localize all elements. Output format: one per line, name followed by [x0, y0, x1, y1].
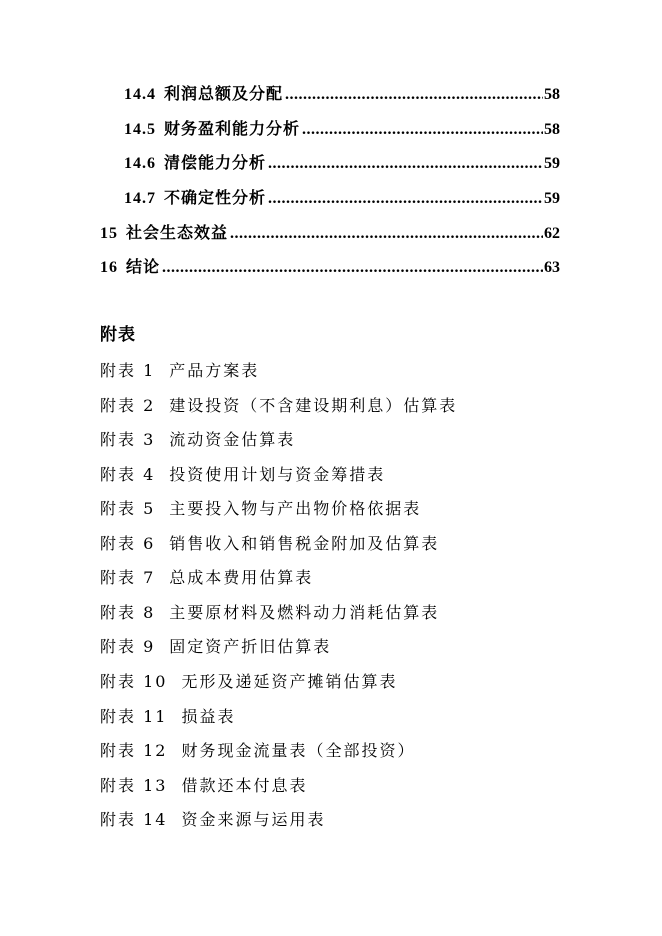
toc-entry-14-6[interactable]: [124, 147, 560, 173]
toc-entry-title: 清偿能力分析: [164, 153, 267, 172]
toc-entry-15[interactable]: [100, 217, 560, 243]
appendix-item[interactable]: [100, 704, 235, 727]
toc-entry-number: 15: [100, 225, 118, 242]
appendix-item[interactable]: [100, 427, 295, 450]
toc-entry-14-4[interactable]: [124, 78, 560, 104]
toc-entry-page: 59: [544, 190, 560, 207]
toc-entry-page: 58: [544, 121, 560, 138]
appendix-item-label: 附表 1: [100, 361, 156, 380]
appendix-item[interactable]: [100, 462, 385, 485]
appendix-item-label: 附表 4: [100, 465, 156, 484]
appendix-item[interactable]: [100, 738, 415, 761]
appendix-item-label: 附表 12: [100, 741, 168, 760]
appendix-item-name: 总成本费用估算表: [169, 568, 314, 587]
toc-entry-page: 63: [544, 259, 560, 276]
toc-entry-page: 59: [544, 155, 560, 172]
toc-entry-number: 14.6: [124, 155, 156, 172]
toc-entry-title: 社会生态效益: [126, 223, 229, 242]
appendix-item[interactable]: [100, 807, 325, 830]
toc-entry-title: 结论: [126, 257, 161, 276]
toc-dot-leader: [268, 155, 543, 173]
appendix-item[interactable]: [100, 669, 397, 692]
appendix-item[interactable]: [100, 634, 331, 657]
appendix-item-label: 附表 2: [100, 396, 156, 415]
appendix-item-name: 损益表: [181, 707, 236, 726]
appendix-item[interactable]: [100, 600, 439, 623]
appendix-item-name: 固定资产折旧估算表: [169, 637, 332, 656]
appendix-item-label: 附表 11: [100, 707, 168, 726]
appendix-item-name: 借款还本付息表: [181, 776, 308, 795]
appendix-item[interactable]: [100, 393, 457, 416]
appendix-item[interactable]: [100, 496, 421, 519]
toc-dot-leader: [268, 190, 543, 208]
toc-dot-leader: [285, 86, 543, 104]
appendix-item-label: 附表 8: [100, 603, 156, 622]
toc-entry-14-7[interactable]: [124, 182, 560, 208]
appendix-item-label: 附表 5: [100, 499, 156, 518]
toc-entry-14-5[interactable]: [124, 113, 560, 139]
appendix-item-label: 附表 7: [100, 568, 156, 587]
toc-entry-number: 16: [100, 259, 118, 276]
appendix-item-label: 附表 6: [100, 534, 156, 553]
appendix-item-name: 投资使用计划与资金筹措表: [169, 465, 386, 484]
toc-entry-title: 不确定性分析: [164, 188, 267, 207]
toc-entry-title: 利润总额及分配: [164, 84, 284, 103]
appendix-item-name: 资金来源与运用表: [181, 810, 326, 829]
toc-entry-16[interactable]: [100, 251, 560, 277]
toc-entry-number: 14.5: [124, 121, 156, 138]
appendix-item-name: 建设投资（不含建设期利息）估算表: [169, 396, 458, 415]
appendix-item[interactable]: [100, 358, 259, 381]
appendix-item-name: 销售收入和销售税金附加及估算表: [169, 534, 440, 553]
appendix-item[interactable]: [100, 531, 439, 554]
toc-dot-leader: [302, 121, 543, 139]
appendix-item-label: 附表 10: [100, 672, 168, 691]
toc-dot-leader: [230, 225, 543, 243]
toc-entry-page: 58: [544, 86, 560, 103]
appendix-item-name: 主要投入物与产出物价格依据表: [169, 499, 422, 518]
appendix-item-label: 附表 13: [100, 776, 168, 795]
appendix-heading: 附表: [100, 325, 136, 345]
appendix-item-name: 主要原材料及燃料动力消耗估算表: [169, 603, 440, 622]
appendix-item-label: 附表 9: [100, 637, 156, 656]
appendix-item-label: 附表 14: [100, 810, 168, 829]
toc-entry-number: 14.7: [124, 190, 156, 207]
toc-entry-page: 62: [544, 225, 560, 242]
appendix-item-name: 财务现金流量表（全部投资）: [181, 741, 416, 760]
appendix-item-name: 流动资金估算表: [169, 430, 296, 449]
appendix-item[interactable]: [100, 773, 307, 796]
appendix-item-label: 附表 3: [100, 430, 156, 449]
appendix-item[interactable]: [100, 565, 313, 588]
toc-dot-leader: [162, 259, 543, 277]
toc-entry-number: 14.4: [124, 86, 156, 103]
appendix-item-name: 产品方案表: [169, 361, 260, 380]
toc-entry-title: 财务盈利能力分析: [164, 119, 301, 138]
appendix-item-name: 无形及递延资产摊销估算表: [181, 672, 398, 691]
